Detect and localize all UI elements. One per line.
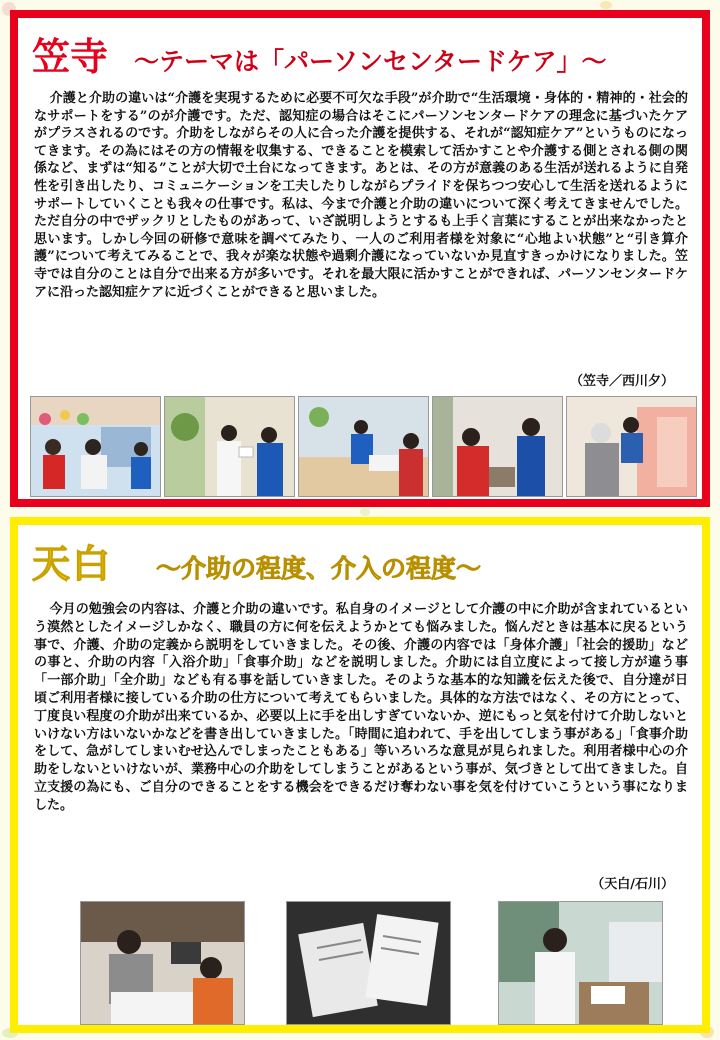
tenpaku-section [10, 517, 710, 1033]
tenpaku-photo-2 [286, 901, 451, 1025]
tenpaku-author: （天白/石川） [591, 877, 674, 892]
kasadera-photo-4 [432, 396, 563, 497]
tenpaku-photo-1 [80, 901, 245, 1025]
kasadera-photo-2 [164, 396, 295, 497]
tenpaku-photo-3 [498, 901, 663, 1025]
tenpaku-heading [32, 533, 481, 587]
kasadera-photo-5 [566, 396, 697, 497]
background-decoration [600, 1, 612, 9]
kasadera-photo-1 [30, 396, 161, 497]
kasadera-heading [32, 26, 607, 80]
tenpaku-report-text: 今月の勉強会の内容は、介護と介助の違いです。私自身のイメージとして介護の中に介助が含まれているという漠然としたイメージしかなく、職員の方に何を伝えようかとても悩みました。悩んだときは基本に戻るという事で、介護、介助の定義から説明をしていきました。その後、介護の内容では「身体介護」「社会的援助」などの事と、介助の内容「入浴介助」「食事介助」などを説明しました。介助には自立度によって接し方が違う事「一部介助」「全介助」なども有る事を話していきました。そのような基本的な知識を伝えた後で、自分達が日頃ご利用者様に接している介助の仕方について考えてもらいました。具体的な方法ではなく、その方にとって、丁度良い程度の介助が出来ているか、必要以上に手を出しすぎていないか、逆にもっと気を付けて介助しないといけない方はいないかなどを書き出していきました。「時間に追われて、手を出してしまう事がある」「食事介助をして、急がしてしまいむせ込んでしまったこともある」等いろいろな意見が見られました。利用者様中心の介助をしないといけないが、業務中心の介助をしてしまうことがあるという事が、気づきとして出てきました。自立支援の為にも、ご自分のできることをする機会をできるだけ奪わない事を気を付けていこうという事になりました。 [34, 602, 688, 813]
background-decoration [360, 508, 370, 516]
kasadera-title: 笠寺 [32, 34, 109, 79]
kasadera-photo-3 [298, 396, 429, 497]
tenpaku-theme: ～介助の程度、介入の程度～ [156, 554, 482, 583]
kasadera-theme: ～テーマは「パーソンセンタードケア」～ [134, 47, 607, 76]
tenpaku-title: 天白 [32, 541, 113, 586]
kasadera-section [10, 10, 710, 507]
kasadera-author: （笠寺／西川夕） [569, 374, 674, 389]
kasadera-report-text: 介護と介助の違いは“介護を実現するために必要不可欠な手段”が介助で“生活環境・身体的・精神的・社会的なサポートをする”のが介護です。ただ、認知症の場合はそこにパーソンセンタードケアの理念に基づいたケアがプラスされるのです。介助をしながらその人に合った介護を提供する、それが“認知症ケア”というものになってきます。その為にはその方の情報を収集する、できることを模索して活かすことや介護する側とされる側の関係など、まずは“知る”ことが大切で土台になってきます。あとは、その方が意義のある生活が送れるように自発性を引き出したり、コミュニケーションを工夫したりしながらプライドを保ちつつ安心して生活を送れるようにサポートしていくことも我々の仕事です。私は、今まで介護と介助の違いについて深く考えてきませんでした。ただ自分の中でザックリとしたものがあって、いざ説明しようとするも上手く言葉にすることが出来なかったと思います。しかし今回の研修で意味を調べてみたり、一人のご利用者様を対象に“心地よい状態”と“引き算介護”について考えてみることで、我々が楽な状態や過剰介護になっていないか見直すきっかけになりました。笠寺では自分のことは自分で出来る方が多いです。それを最大限に活かすことができれば、パーソンセンタードケアに沿った認知症ケアに近づくことができると思いました。 [34, 91, 688, 300]
